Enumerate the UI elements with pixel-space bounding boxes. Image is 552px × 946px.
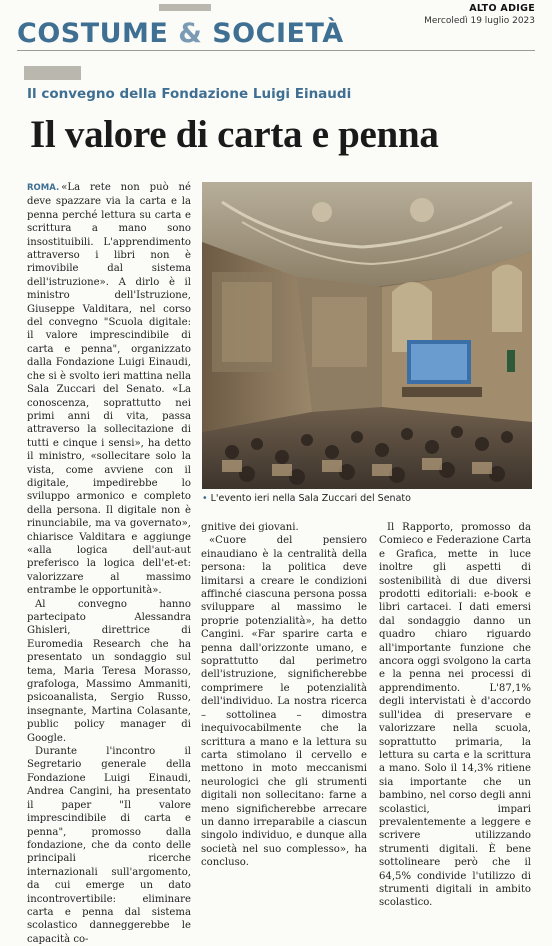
- article-column-3: [379, 521, 531, 910]
- section-word-2: SOCIETÀ: [212, 18, 344, 49]
- kicker-marker: [24, 66, 81, 80]
- paragraph: Durante l'incontro il Segretario generale della Fondazione Luigi Einaudi, Andrea Cangini, ha presentato il paper "Il valore imprescindibile di carta e penna", promosso dalla fondazione, che da conto delle principali ricerche internazionali sull'argomento, da cui emerge un dato incontrovertibile: eliminare carta e penna dal sistema scolastico danneggerebbe le capacità co-: [27, 746, 191, 945]
- lead-text: «La rete non può né deve spazzare via la carta e la penna perché lettura su carta e scrittura a mano sono insostituibili. L'apprendimento attraverso i libri non è rimovibile dal sistema dell'istruzione». A dirlo è il ministro dell'Istruzione, Giuseppe Valditara, nel corso del convegno "Scuola digitale: il valore imprescindibile di carta e penna", organizzato dalla Fondazione Luigi Einaudi, che si è svolto ieri mattina nella Sala Zuccari del Senato. «La conoscenza, soprattutto nei primi anni di vita, passa attraverso la sollecitazione di tutti e cinque i sensi», ha detto il ministro, «sollecitare solo la vista, come avviene con il digitale, impedirebbe lo sviluppo armonico e completo della persona. Il digitale non è rinunciabile, ma va governato», chiarisce Valditara e aggiunge «alla logica dell'aut-aut preferisco la logica dell'et-et: valorizzare al massimo entrambe le opportunità».: [27, 182, 191, 597]
- caption-bullet: •: [202, 493, 208, 504]
- paragraph: Il Rapporto, promosso da Comieco e Federazione Carta e Grafica, mette in luce inoltre gli aspetti di sostenibilità di due diversi prodotti editoriali: e-book e libri cartacei. I dati emersi dal sondaggio danno un quadro chiaro riguardo all'importante funzione che ancora oggi svolgono la carta e la penna nei processi di apprendimento. L'87,1% degli intervistati è d'accordo sull'idea di preservare e valorizzare nella scuola, soprattutto primaria, la lettura su carta e la scrittura a mano. Solo il 14,3% ritiene sia importante che un bambino, nel corso degli anni scolastici, impari prevalentemente a leggere e scrivere utilizzando strumenti digitali. È bene sottolineare però che il 64,5% condivide l'utilizzo di strumenti digitali in ambito scolastico.: [379, 522, 531, 909]
- paragraph: Al convegno hanno partecipato Alessandra Ghisleri, direttrice di Euromedia Research che ha presentato un sondaggio sul tema, Maria Teresa Morasso, grafologa, Massimo Ammaniti, psicoanalista, Sergio Russo, insegnante, Martina Colasante, public policy manager di Google.: [27, 598, 191, 744]
- newspaper-name: ALTO ADIGE: [469, 3, 535, 14]
- photo-caption: [202, 493, 532, 504]
- section-title: [17, 18, 344, 49]
- article-kicker: Il convegno della Fondazione Luigi Einaudi: [27, 86, 352, 102]
- caption-text: L'evento ieri nella Sala Zuccari del Senato: [210, 493, 411, 504]
- article-headline: Il valore di carta e penna: [30, 113, 439, 156]
- dateline: ROMA.: [27, 183, 60, 193]
- lead-paragraph: [27, 181, 191, 598]
- article-column-2: [201, 521, 367, 870]
- header-divider: [17, 50, 535, 51]
- section-stripe: [159, 4, 211, 11]
- section-word-1: COSTUME: [17, 18, 169, 49]
- masthead: [424, 3, 535, 26]
- article-column-1: [27, 181, 191, 945]
- issue-date: Mercoledì 19 luglio 2023: [424, 16, 535, 26]
- paragraph: gnitive dei giovani.: [201, 522, 299, 533]
- event-photo: [202, 182, 532, 489]
- paragraph: «Cuore del pensiero einaudiano è la centralità della persona: la politica deve limitarsi a creare le condizioni affinché ciascuna persona possa sviluppare al massimo le proprie potenzialità», ha detto Cangini. «Far sparire carta e penna dall'orizzonte umano, e soprattutto dal perimetro dell'istruzione, significherebbe comprimere le potenzialità dell'individuo. La nostra ricerca – sottolinea – dimostra inequivocabilmente che la scrittura a mano e la lettura su carta stimolano il cervello e mettono in moto meccanismi neurologici che gli strumenti digitali non sollecitano: farne a meno significherebbe arrecare un danno irreparabile a ciascun singolo individuo, e dunque alla società nel suo complesso», ha concluso.: [201, 535, 367, 869]
- section-ampersand: &: [178, 18, 203, 49]
